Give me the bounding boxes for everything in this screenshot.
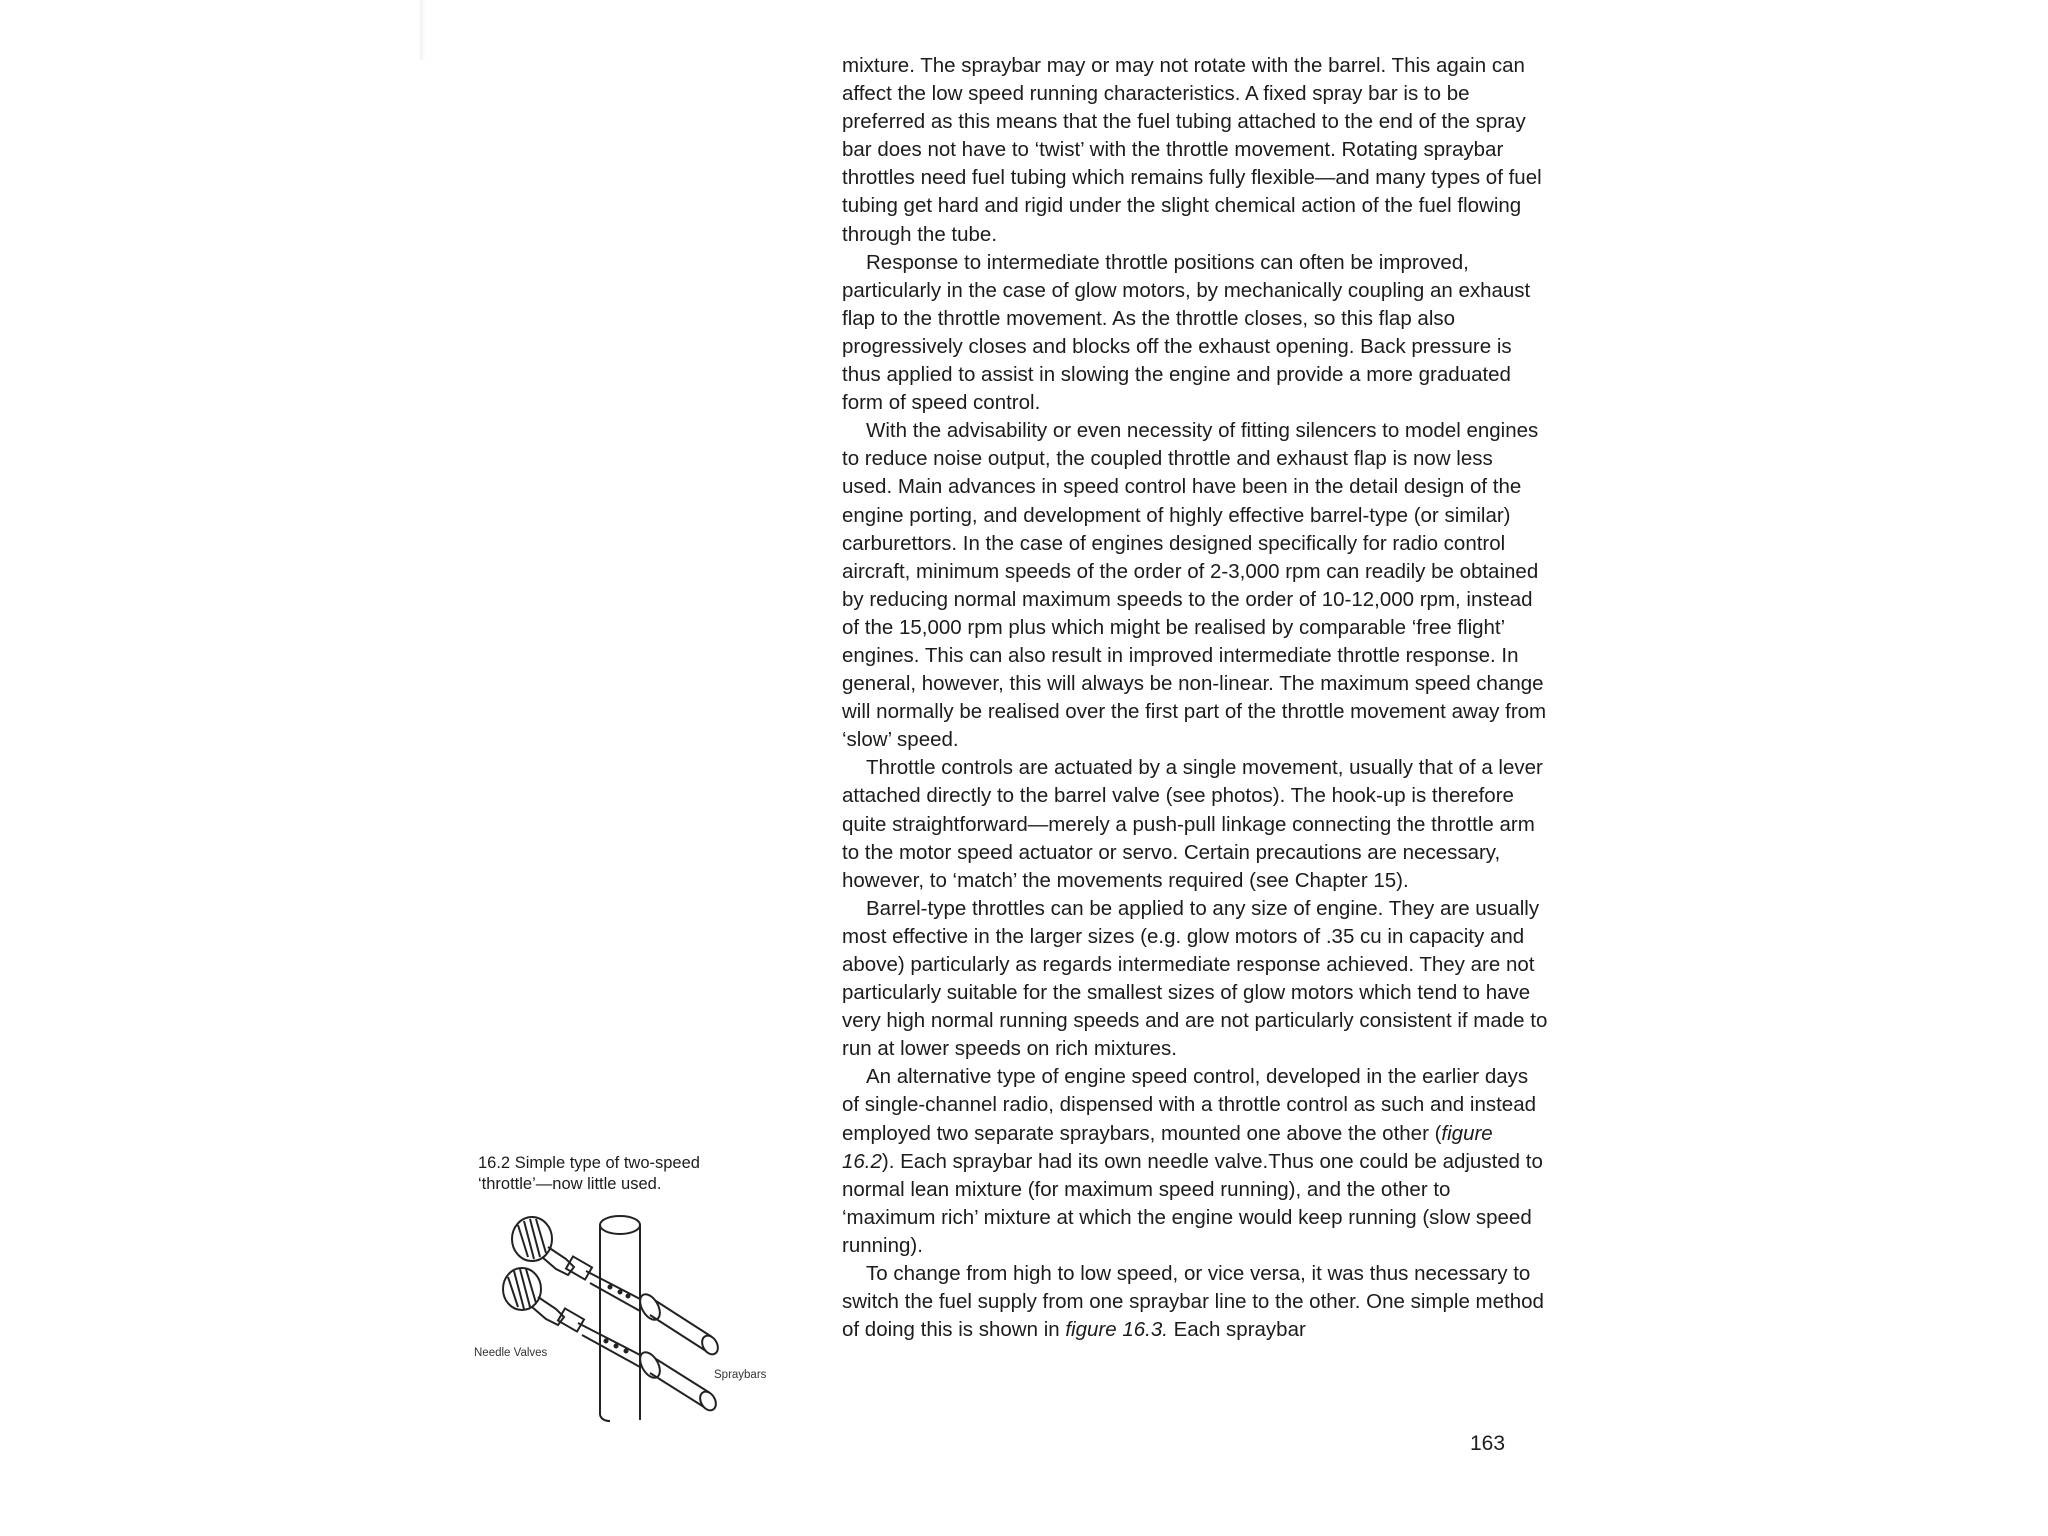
paragraph-text: With the advisability or even necessity of fitting silencers to model engines to reduce noise output, the coupled throttle and exhaust flap is now less used. Main advances in speed control have been in the detail design of the engine porting, and development of highly effective barrel-type (or similar) carburettors. In the case of engines designed specifically for radio control aircraft, minimum speeds of the order of 2-3,000 rpm can readily be obtained by reducing normal maximum speeds to the order of 10-12,000 rpm, instead of the 15,000 rpm plus which might be realised by comparable ‘free flight’ engines. This can also result in improved intermediate throttle response. In general, however, this will always be non-linear. The maximum speed change will normally be realised over the first part of the throttle movement away from ‘slow’ speed. bbox=[842, 419, 1547, 752]
paragraph-text: To change from high to low speed, or vice versa, it was thus necessary to switch the fuel supply from one spraybar line to the other. One simple method of doing this is shown in bbox=[842, 1262, 1544, 1342]
paragraph-2 bbox=[842, 249, 1548, 418]
paragraph-text: An alternative type of engine speed control, developed in the earlier days of single-channel radio, dispensed with a throttle control as such and instead employed two separate spraybars, mounted one above the other ( bbox=[842, 1065, 1537, 1145]
paragraph-text: ). Each spraybar had its own needle valve.Thus one could be adjusted to normal lean mixture (for maximum speed running), and the other to ‘maximum rich’ mixture at which the engine would keep running (slow speed running). bbox=[842, 1149, 1543, 1257]
binding-shadow bbox=[420, 0, 426, 60]
paragraph-5 bbox=[842, 895, 1548, 1064]
caption-line-1: 16.2 Simple type of two-speed bbox=[478, 1154, 700, 1172]
page-number: 163 bbox=[1470, 1432, 1506, 1455]
two-speed-spraybar-figure bbox=[470, 1205, 800, 1425]
paragraph-text: Throttle controls are actuated by a single movement, usually that of a lever attached directly to the barrel valve (see photos). The hook-up is therefore quite straightforward—merely a push-pull linkage connecting the throttle arm to the motor speed actuator or servo. Certain precautions are necessary, however, to ‘match’ the movements required (see Chapter 15). bbox=[842, 756, 1543, 892]
body-text bbox=[842, 52, 1548, 1344]
paragraph-7 bbox=[842, 1260, 1548, 1344]
upper-spraybar bbox=[586, 1271, 721, 1357]
lower-needle-valve bbox=[503, 1268, 584, 1332]
paragraph-text: mixture. The spraybar may or may not rotate with the barrel. This again can affect the low speed running characteristics. A fixed spray bar is to be preferred as this means that the fuel tubing attached to the end of the spray bar does not have to ‘twist’ with the throttle movement. Rotating spraybar throttles need fuel tubing which remains fully flexible—and many types of fuel tubing get hard and rigid under the slight chemical action of the fuel flowing through the tube. bbox=[842, 54, 1542, 246]
needle-valves-label: Needle Valves bbox=[474, 1347, 548, 1359]
paragraph-text: Response to intermediate throttle positions can often be improved, particularly in the case of glow motors, by mechanically coupling an exhaust flap to the throttle movement. As the throttle closes, so this flap also progressively closes and blocks off the exhaust opening. Back pressure is thus applied to assist in slowing the engine and provide a more graduated form of speed control. bbox=[842, 250, 1531, 415]
paragraph-text: Each spraybar bbox=[1167, 1318, 1306, 1342]
figure-reference: figure 16.3. bbox=[1065, 1318, 1168, 1342]
paragraph-1 bbox=[842, 52, 1548, 249]
paragraph-3 bbox=[842, 417, 1548, 754]
venturi-tube bbox=[600, 1216, 640, 1421]
paragraph-6 bbox=[842, 1063, 1548, 1260]
figure-caption bbox=[478, 1153, 778, 1195]
paragraph-text: Barrel-type throttles can be applied to any size of engine. They are usually most effective in the larger sizes (e.g. glow motors of .35 cu in capacity and above) particularly as regards intermediate response achieved. They are not particularly suitable for the smallest sizes of glow motors which tend to have very high normal running speeds and are not particularly consistent if made to run at lower speeds on rich mixtures. bbox=[842, 896, 1548, 1061]
paragraph-4 bbox=[842, 754, 1548, 894]
upper-needle-valve bbox=[512, 1217, 592, 1280]
figure-reference: figure 16.2 bbox=[842, 1121, 1493, 1173]
spraybars-label: Spraybars bbox=[714, 1369, 767, 1381]
caption-line-2: ‘throttle’—now little used. bbox=[478, 1175, 662, 1193]
